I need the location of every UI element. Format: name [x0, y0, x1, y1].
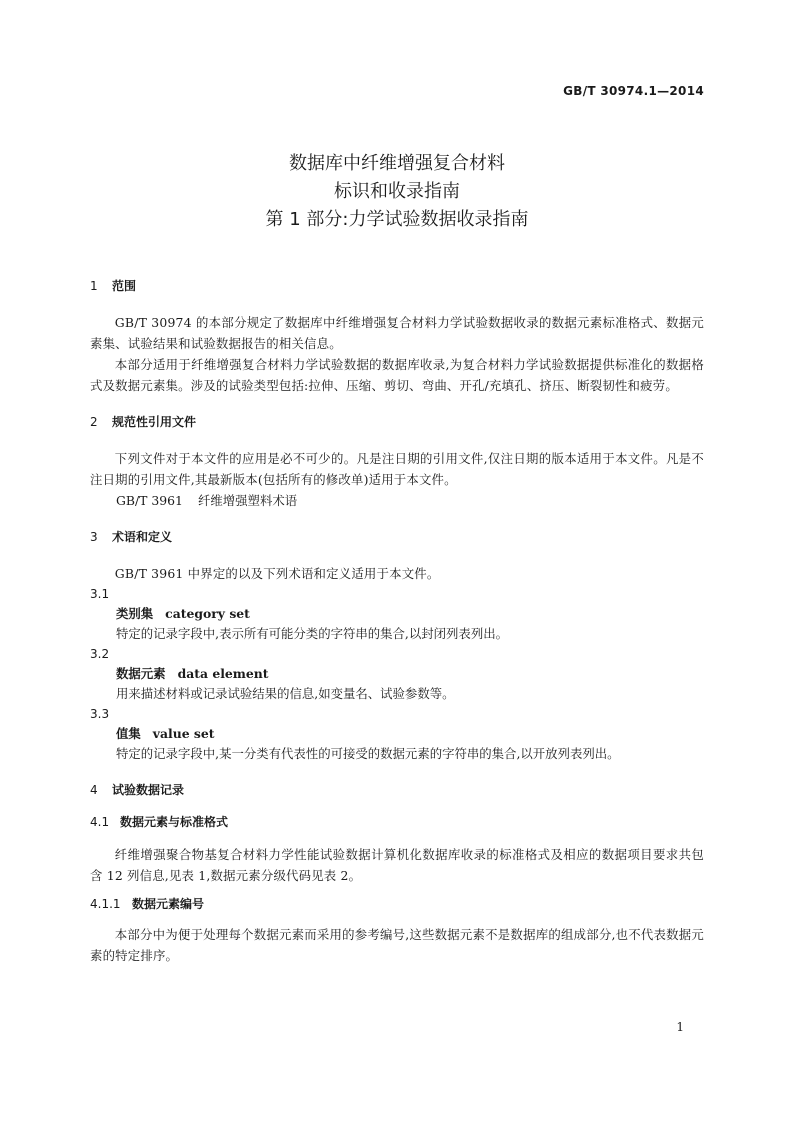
section-number: 4 — [90, 783, 98, 797]
section-number: 3 — [90, 530, 98, 544]
document-body — [90, 276, 704, 966]
section-3-paragraph-1: GB/T 3961 中界定的以及下列术语和定义适用于本文件。 — [114, 566, 440, 581]
section-4-1-heading — [90, 812, 704, 832]
section-2-heading — [90, 412, 704, 432]
section-number: 1 — [90, 279, 98, 293]
reference-title: 纤维增强塑料术语 — [198, 493, 298, 508]
standard-number: GB/T 30974.1—2014 — [563, 84, 704, 98]
section-1-heading — [90, 276, 704, 296]
term-entry — [90, 704, 704, 764]
term-definition: 用来描述材料或记录试验结果的信息,如变量名、试验参数等。 — [116, 686, 455, 701]
term-entry — [90, 644, 704, 704]
section-number: 2 — [90, 415, 98, 429]
term-name-zh: 数据元素 — [116, 666, 166, 681]
term-number: 3.2 — [90, 647, 110, 661]
term-name-zh: 类别集 — [116, 606, 154, 621]
term-name-en: value set — [152, 726, 215, 741]
section-3-heading — [90, 527, 704, 547]
section-4-1-1-heading — [90, 894, 704, 914]
term-number: 3.1 — [90, 587, 110, 601]
section-4-1-1-paragraph-1: 本部分中为便于处理每个数据元素而采用的参考编号,这些数据元素不是数据库的组成部分,也不代表数据元素的特定排序。 — [90, 927, 704, 963]
term-name — [90, 724, 704, 744]
section-number: 4.1.1 — [90, 897, 121, 911]
section-title: 数据元素与标准格式 — [120, 815, 229, 829]
term-name — [90, 664, 704, 684]
normative-reference — [90, 490, 704, 511]
reference-code: GB/T 3961 — [116, 493, 183, 508]
term-number: 3.3 — [90, 707, 110, 721]
section-1-paragraph-1: GB/T 30974 的本部分规定了数据库中纤维增强复合材料力学试验数据收录的数据元素标准格式、数据元素集、试验结果和试验数据报告的相关信息。 — [90, 315, 704, 351]
section-number: 4.1 — [90, 815, 110, 829]
page-number: 1 — [676, 1020, 684, 1034]
section-4-1-paragraph-1: 纤维增强聚合物基复合材料力学性能试验数据计算机化数据库收录的标准格式及相应的数据项目要求共包含 12 列信息,见表 1,数据元素分级代码见表 2。 — [90, 847, 704, 883]
term-name-en: data element — [177, 666, 269, 681]
section-1-paragraph-2: 本部分适用于纤维增强复合材料力学试验数据的数据库收录,为复合材料力学试验数据提供标准化的数据格式及数据元素集。涉及的试验类型包括:拉伸、压缩、剪切、弯曲、开孔/充填孔、挤压、断裂韧性和疲劳。 — [90, 357, 704, 393]
section-title: 术语和定义 — [112, 530, 173, 544]
term-definition: 特定的记录字段中,表示所有可能分类的字符串的集合,以封闭列表列出。 — [116, 626, 508, 641]
section-title: 试验数据记录 — [112, 783, 185, 797]
title-line-3: 第 1 部分:力学试验数据收录指南 — [265, 209, 529, 230]
section-4-heading — [90, 780, 704, 800]
term-name-zh: 值集 — [116, 726, 141, 741]
term-name-en: category set — [165, 606, 250, 621]
section-title: 数据元素编号 — [132, 897, 205, 911]
section-2-paragraph-1: 下列文件对于本文件的应用是必不可少的。凡是注日期的引用文件,仅注日期的版本适用于本文件。凡是不注日期的引用文件,其最新版本(包括所有的修改单)适用于本文件。 — [90, 451, 704, 487]
section-title: 规范性引用文件 — [112, 415, 197, 429]
title-line-1: 数据库中纤维增强复合材料 — [289, 153, 505, 174]
document-title — [0, 150, 794, 234]
title-line-2: 标识和收录指南 — [334, 181, 460, 202]
section-title: 范围 — [112, 279, 137, 293]
term-definition: 特定的记录字段中,某一分类有代表性的可接受的数据元素的字符串的集合,以开放列表列出。 — [116, 746, 620, 761]
term-entry — [90, 584, 704, 644]
term-name — [90, 604, 704, 624]
